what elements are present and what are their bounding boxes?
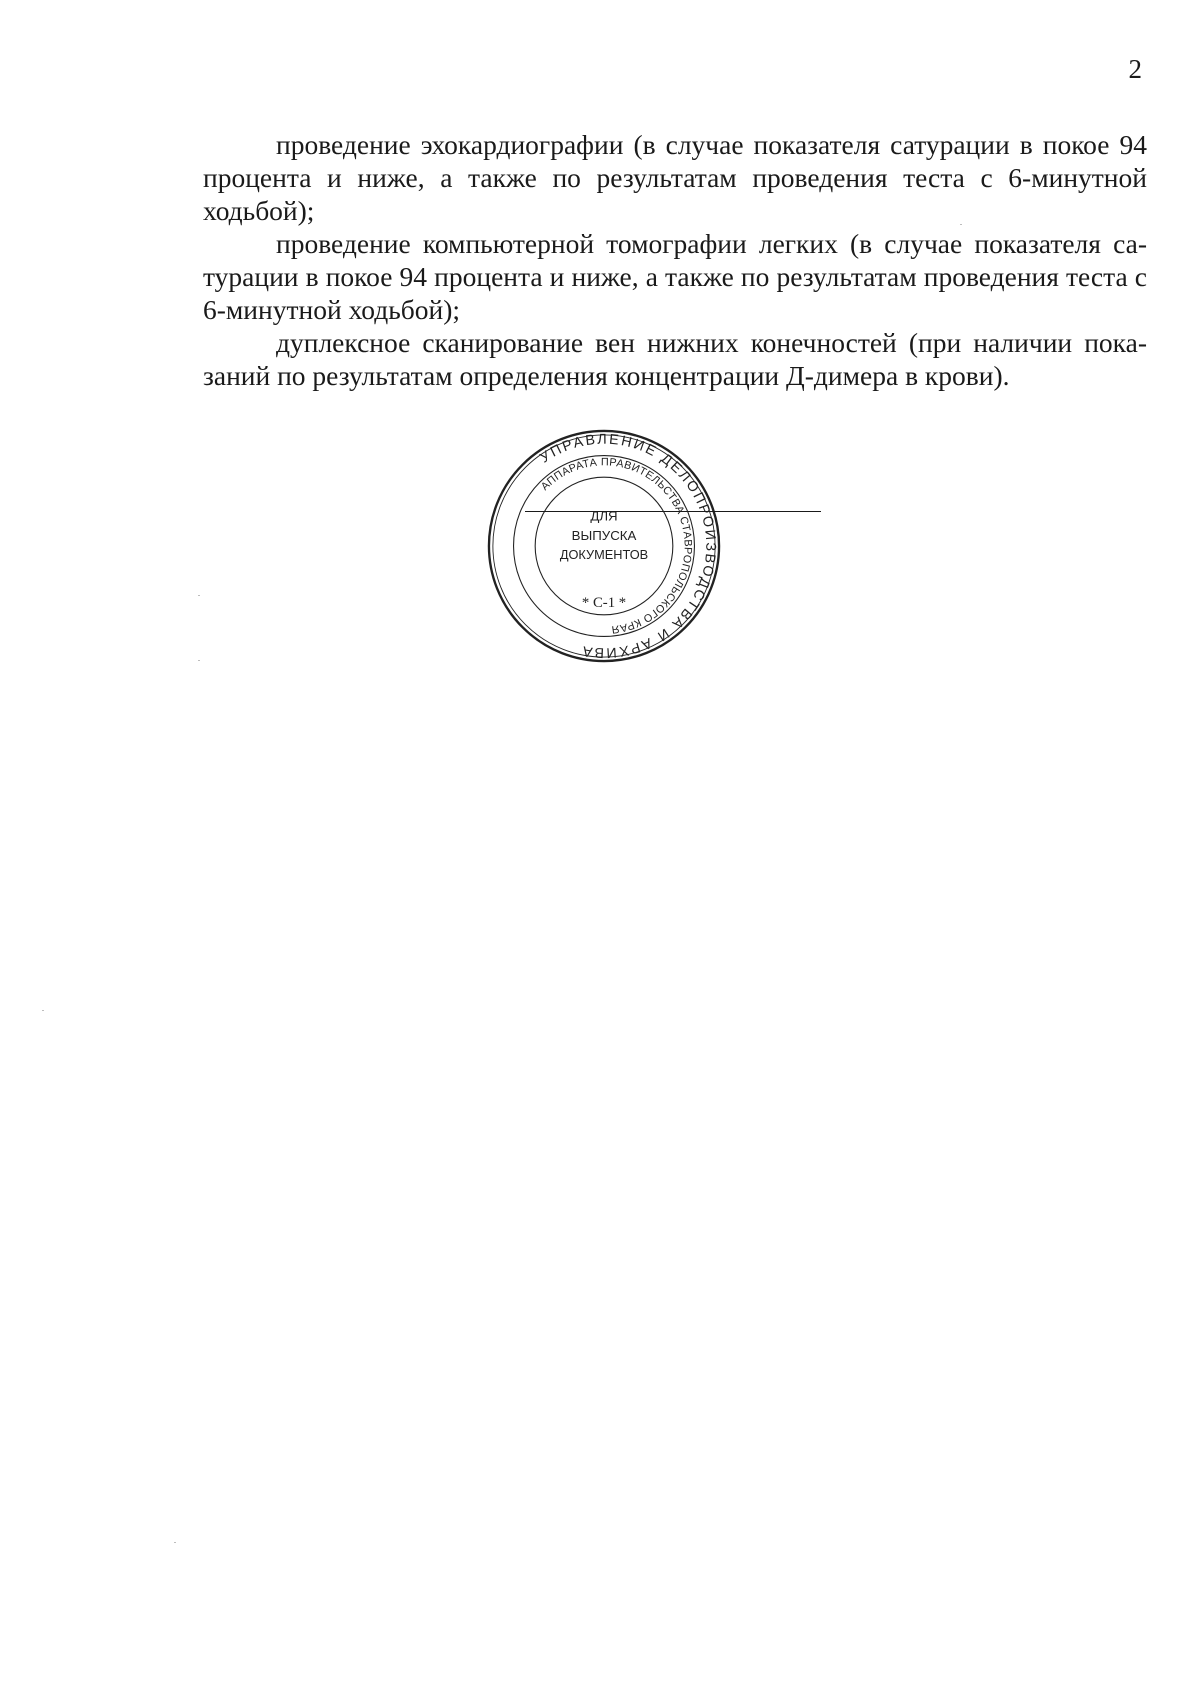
svg-text:УПРАВЛЕНИЕ ДЕЛОПРОИЗВОДСТВА И: УПРАВЛЕНИЕ ДЕЛОПРОИЗВОДСТВА И АРХИВА	[537, 431, 719, 661]
svg-text:АППАРАТА ПРАВИТЕЛЬСТВА СТАВРОП: АППАРАТА ПРАВИТЕЛЬСТВА СТАВРОПОЛЬСКОГО КРАЯ	[538, 456, 694, 636]
official-stamp	[486, 428, 722, 664]
page-number: 2	[1128, 54, 1142, 84]
scan-speck	[198, 595, 200, 596]
stamp-center-line-2: ВЫПУСКА	[571, 528, 637, 544]
document-body	[203, 128, 1147, 392]
paragraph-ct-scan: проведение компьютерной томографии легких (в случае показателя сатурации в покое 94 процента и ниже, а также по результатам проведения теста с 6-минутной ходьбой);	[203, 228, 1147, 325]
signature-line	[525, 511, 821, 512]
scan-speck	[198, 660, 200, 661]
scan-speck	[960, 224, 962, 225]
stamp-seal-graphic	[486, 428, 722, 664]
scan-speck	[174, 1542, 176, 1543]
paragraph-duplex-scan: дуплексное сканирование вен нижних конечностей (при наличии показаний по результатам определения концентрации Д-димера в крови).	[203, 327, 1147, 391]
paragraph-echocardiography: проведение эхокардиографии (в случае показателя сатурации в покое 94 процента и ниже, а также по результатам проведения теста с 6-минутной ходьбой);	[203, 129, 1147, 226]
stamp-center-line-3: ДОКУМЕНТОВ	[559, 546, 649, 562]
scan-speck	[42, 1010, 44, 1011]
stamp-center-line-1: ДЛЯ	[590, 508, 618, 524]
stamp-code: * С-1 *	[581, 594, 627, 611]
